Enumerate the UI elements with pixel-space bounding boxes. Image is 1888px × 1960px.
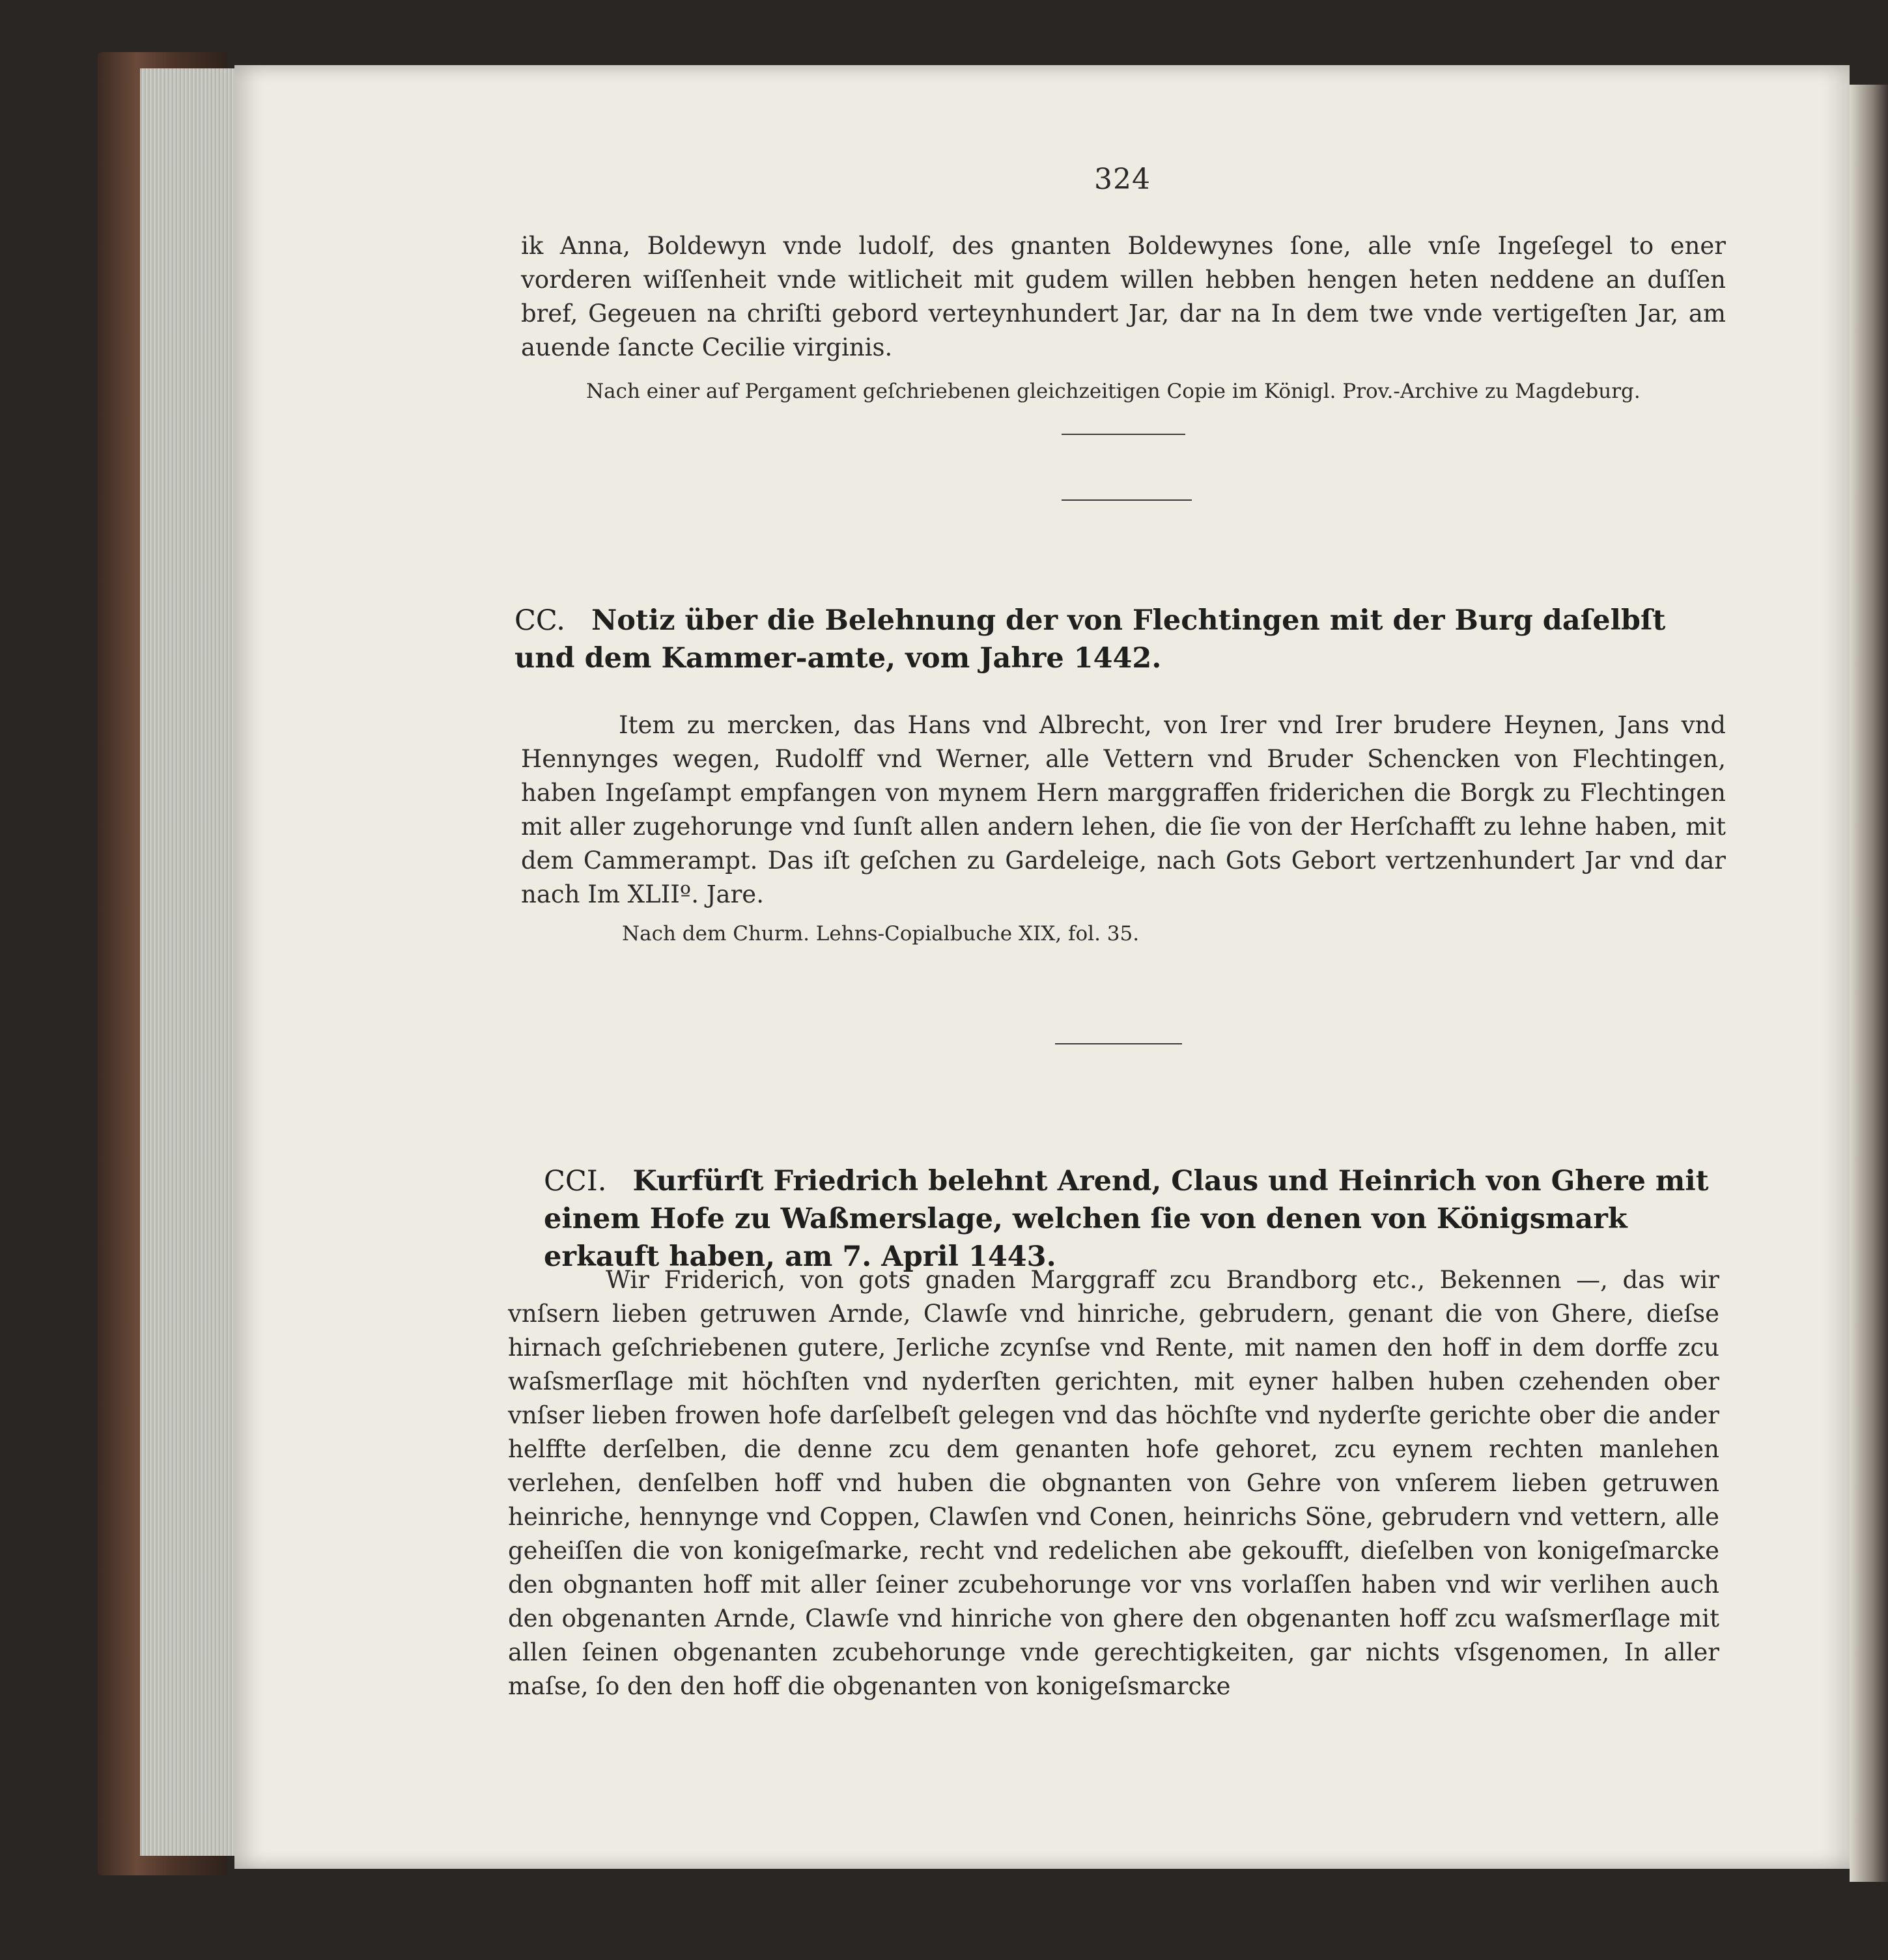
- section-cc-number: CC.: [514, 604, 565, 637]
- section-cci-title: Kurfürſt Friedrich belehnt Arend, Claus und Heinrich von Ghere mit einem Hofe zu Waßmerslage, welchen ſie von denen von Königsmark erkauft haben, am 7. April 1443.: [544, 1165, 1709, 1273]
- section-cc-title: Notiz über die Belehnung der von Flechtingen mit der Burg daſelbſt und dem Kammer-amte, vom Jahre 1442.: [514, 604, 1666, 675]
- divider-rule: [1055, 1043, 1182, 1044]
- section-cc-source: Nach dem Churm. Lehns-Copialbuche XIX, fol. 35.: [622, 922, 1140, 945]
- section-cc-heading: [514, 602, 1726, 677]
- divider-rule: [1062, 499, 1192, 501]
- page-edges: [140, 68, 238, 1856]
- section-cci-heading: [544, 1162, 1716, 1276]
- section-1-source: Nach einer auf Pergament geſchriebenen gleichzeitigen Copie im Königl. Prov.-Archive zu Magdeburg.: [586, 380, 1641, 403]
- section-cc-text: Item zu mercken, das Hans vnd Albrecht, von Irer vnd Irer brudere Heynen, Jans vnd Hennynges wegen, Rudolff vnd Werner, alle Vettern vnd Bruder Schencken von Flechtingen, haben Ingeſampt empfangen von mynem Hern marggraffen friderichen die Borgk zu Flechtingen mit aller zugehorunge vnd ſunſt allen andern lehen, die ſie von der Herſchafft zu lehne haben, mit dem Cammerampt. Das iſt geſchen zu Gardeleige, nach Gots Gebort vertzenhundert Jar vnd dar nach Im XLIIº. Jare.: [521, 711, 1726, 908]
- section-1-text: ik Anna, Boldewyn vnde ludolf, des gnanten Boldewynes ſone, alle vnſe Ingeſegel to ener vorderen wiſſenheit vnde witlicheit mit gudem willen hebben hengen heten neddene an duſſen bref, Gegeuen na chriſti gebord verteynhundert Jar, dar na In dem twe vnde vertigeſten Jar, am auende ſancte Cecilie virginis.: [521, 232, 1726, 361]
- section-cci-number: CCI.: [544, 1165, 607, 1197]
- section-cci-text: Wir Friderich, von gots gnaden Marggraff zcu Brandborg etc., Bekennen —, das wir vnſsern lieben getruwen Arnde, Clawſe vnd hinriche, gebrudern, genant die von Ghere, dieſse hirnach geſchriebenen gutere, Jerliche zcynſse vnd Rente, mit namen den hoff in dem dorffe zcu waſsmerſlage mit höchſten vnd nyderſten gerichten, mit eyner halben huben czehenden ober vnſser lieben frowen hofe darſelbeſt gelegen vnd das höchſte vnd nyderſte gerichte ober die ander helffte derſelben, die denne zcu dem genanten hofe gehoret, zcu eynem rechten manlehen verlehen, denſelben hoff vnd huben die obgnanten von Gehre von vnſerem lieben getruwen heinriche, hennynge vnd Coppen, Clawſen vnd Conen, heinrichs Söne, gebrudern vnd vettern, alle geheiſſen die von konigeſmarke, recht vnd redelichen abe gekoufft, dieſelben von konigeſmarcke den obgnanten hoff mit aller ſeiner zcubehorunge vor vns vorlaſſen haben vnd wir verlihen auch den obgenanten Arnde, Clawſe vnd hinriche von ghere den obgenanten hoff zcu waſsmerſlage mit allen ſeinen obgenanten zcubehorunge vnde gerechtigkeiten, gar nichts vſsgenomen, In aller maſse, ſo den den hoff die obgenanten von konigeſsmarcke: [508, 1266, 1719, 1700]
- facing-page-edge: [1850, 85, 1888, 1882]
- page-number: 324: [1094, 163, 1151, 196]
- divider-rule: [1062, 434, 1185, 435]
